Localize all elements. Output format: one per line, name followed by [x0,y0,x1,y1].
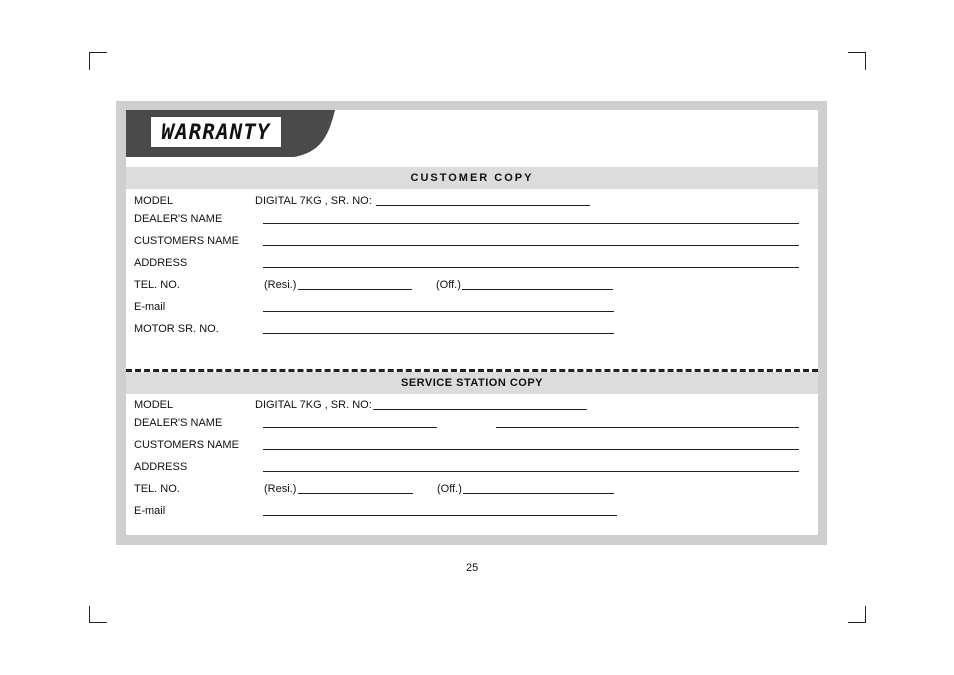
page-number: 25 [466,562,479,574]
service-off-label: (Off.) [437,483,462,495]
customer-dealer-line[interactable] [263,223,799,224]
service-resi-line[interactable] [298,493,413,494]
customer-dealer-label: DEALER'S NAME [134,213,223,225]
customer-address-label: ADDRESS [134,257,188,269]
service-address-label: ADDRESS [134,461,188,473]
customer-model-value: DIGITAL 7KG , SR. NO: [255,195,372,207]
service-dealer-line-2[interactable] [496,427,799,428]
service-email-label: E-mail [134,505,166,517]
customer-off-line[interactable] [462,289,613,290]
customer-copy-title: CUSTOMER COPY [126,167,818,189]
service-tel-label: TEL. NO. [134,483,180,495]
service-dealer-label: DEALER'S NAME [134,417,223,429]
service-resi-label: (Resi.) [264,483,297,495]
customer-tel-label: TEL. NO. [134,279,180,291]
customer-name-label: CUSTOMERS NAME [134,235,239,247]
service-serial-line[interactable] [373,409,587,410]
warranty-logo [150,116,282,148]
crop-mark-top-right [848,52,866,70]
service-dealer-line-1[interactable] [263,427,437,428]
customer-address-line[interactable] [263,267,799,268]
customer-name-line[interactable] [263,245,799,246]
service-email-line[interactable] [263,515,617,516]
customer-motor-line[interactable] [263,333,614,334]
customer-motor-label: MOTOR SR. NO. [134,323,219,335]
customer-off-label: (Off.) [436,279,461,291]
crop-mark-top-left [89,52,107,70]
customer-resi-label: (Resi.) [264,279,297,291]
service-customer-label: CUSTOMERS NAME [134,439,239,451]
service-copy-title: SERVICE STATION COPY [126,372,818,394]
customer-model-label: MODEL [134,195,174,207]
service-off-line[interactable] [463,493,614,494]
customer-email-line[interactable] [263,311,614,312]
service-address-line[interactable] [263,471,799,472]
customer-email-label: E-mail [134,301,166,313]
customer-resi-line[interactable] [298,289,412,290]
customer-serial-line[interactable] [376,205,590,206]
warranty-logo-text: WARRANTY [161,120,271,144]
crop-mark-bottom-left [89,606,107,623]
crop-mark-bottom-right [848,606,866,623]
service-model-label: MODEL [134,399,174,411]
service-customer-line[interactable] [263,449,799,450]
service-model-value: DIGITAL 7KG , SR. NO: [255,399,372,411]
